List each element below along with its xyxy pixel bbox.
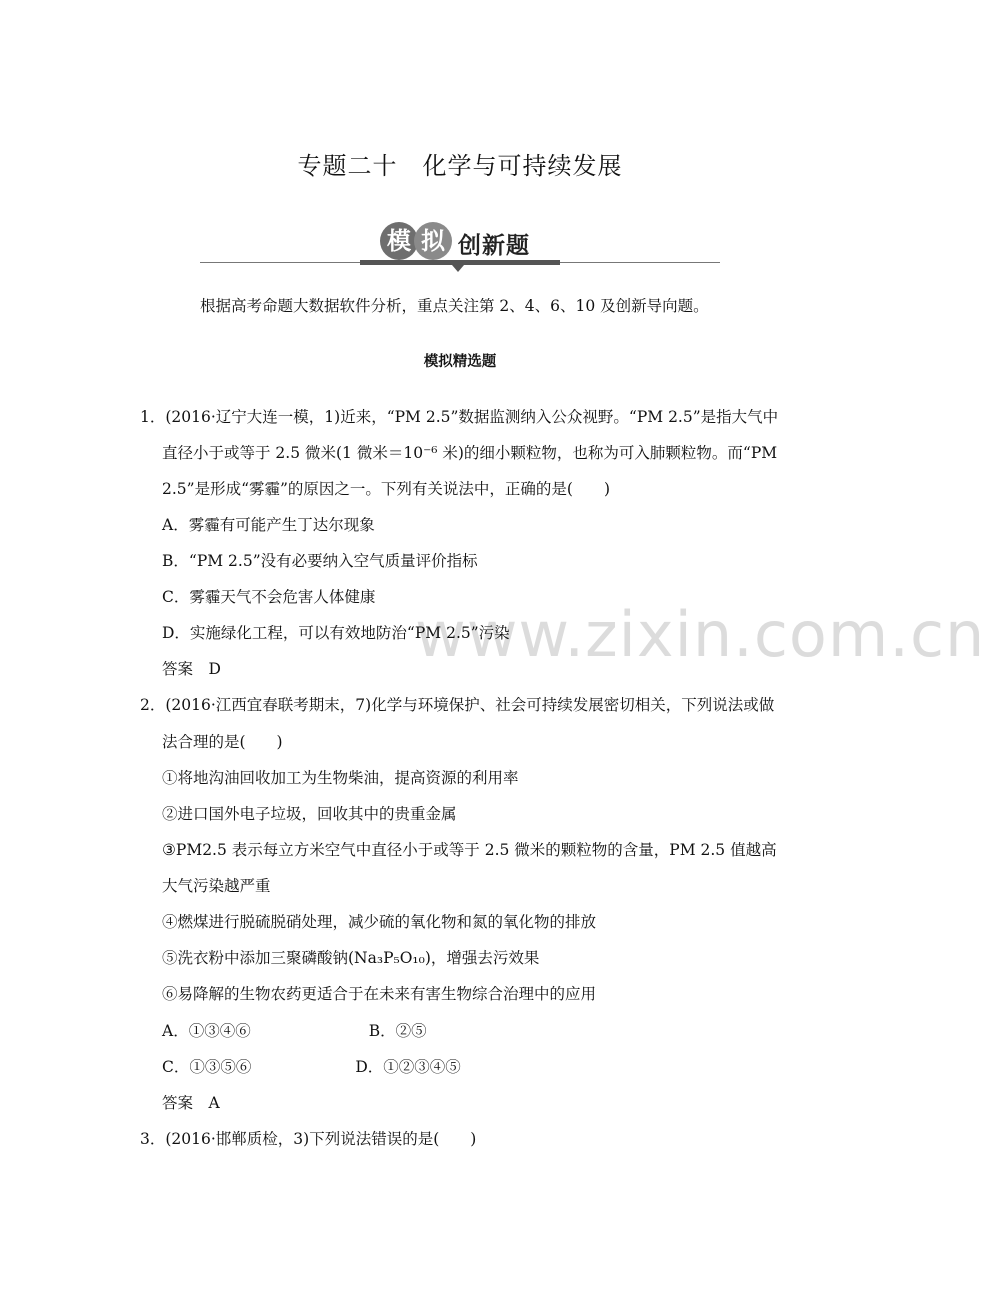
q1-option-b: B．“PM 2.5”没有必要纳入空气质量评价指标	[162, 552, 478, 570]
section-title: 模拟精选题	[423, 353, 497, 370]
q2-options-row-1	[162, 1019, 427, 1041]
q2-option-d: D．①②③④⑤	[355, 1058, 461, 1076]
q1-option-a: A．雾霾有可能产生丁达尔现象	[162, 516, 375, 534]
q2-line-1: 2．(2016·江西宜春联考期末，7)化学与环境保护、社会可持续发展密切相关，下列说法或做	[140, 696, 775, 714]
q1-answer: 答案 D	[162, 660, 221, 678]
q1-option-d: D．实施绿化工程，可以有效地防治“PM 2.5”污染	[162, 624, 510, 642]
q2-item-3b: 大气污染越严重	[162, 877, 271, 895]
page-title: 专题二十 化学与可持续发展	[297, 152, 623, 180]
q1-option-c: C．雾霾天气不会危害人体健康	[162, 588, 376, 606]
q1-line-1: 1．(2016·辽宁大连一模，1)近来，“PM 2.5”数据监测纳入公众视野。“PM 2.5”是指大气中	[140, 408, 779, 426]
intro-text: 根据高考命题大数据软件分析，重点关注第 2、4、6、10 及创新导向题。	[200, 297, 709, 315]
q2-options-row-2	[162, 1055, 461, 1077]
q3-line-1: 3．(2016·邯郸质检，3)下列说法错误的是( )	[140, 1130, 477, 1148]
banner-badge-2: 拟	[414, 222, 452, 260]
q2-answer: 答案 A	[162, 1094, 220, 1112]
q2-item-5: ⑤洗衣粉中添加三聚磷酸钠(Na₃P₅O₁₀)，增强去污效果	[162, 949, 540, 967]
banner-text: 创新题	[458, 233, 530, 259]
banner-pointer	[452, 265, 464, 272]
q2-item-1: ①将地沟油回收加工为生物柴油，提高资源的利用率	[162, 769, 519, 787]
q2-item-6: ⑥易降解的生物农药更适合于在未来有害生物综合治理中的应用	[162, 985, 597, 1003]
watermark: www.zixin.com.cn	[415, 598, 985, 671]
q2-option-b: B．②⑤	[368, 1022, 427, 1040]
q2-option-c: C．①③⑤⑥	[162, 1058, 252, 1076]
q2-option-a: A．①③④⑥	[162, 1022, 251, 1040]
q1-line-2: 直径小于或等于 2.5 微米(1 微米＝10⁻⁶ 米)的细小颗粒物，也称为可入肺颗粒物。而“PM	[162, 444, 778, 462]
q2-item-2: ②进口国外电子垃圾，回收其中的贵重金属	[162, 805, 457, 823]
q2-item-3a: ③PM2.5 表示每立方米空气中直径小于或等于 2.5 微米的颗粒物的含量，PM 2.5 值越高	[162, 841, 777, 859]
section-banner	[200, 222, 720, 272]
q2-line-2: 法合理的是( )	[162, 733, 283, 751]
q1-line-3: 2.5”是形成“雾霾”的原因之一。下列有关说法中，正确的是( )	[162, 480, 611, 498]
banner-badge-1: 模	[380, 222, 418, 260]
q2-item-4: ④燃煤进行脱硫脱硝处理，减少硫的氧化物和氮的氧化物的排放	[162, 913, 597, 931]
